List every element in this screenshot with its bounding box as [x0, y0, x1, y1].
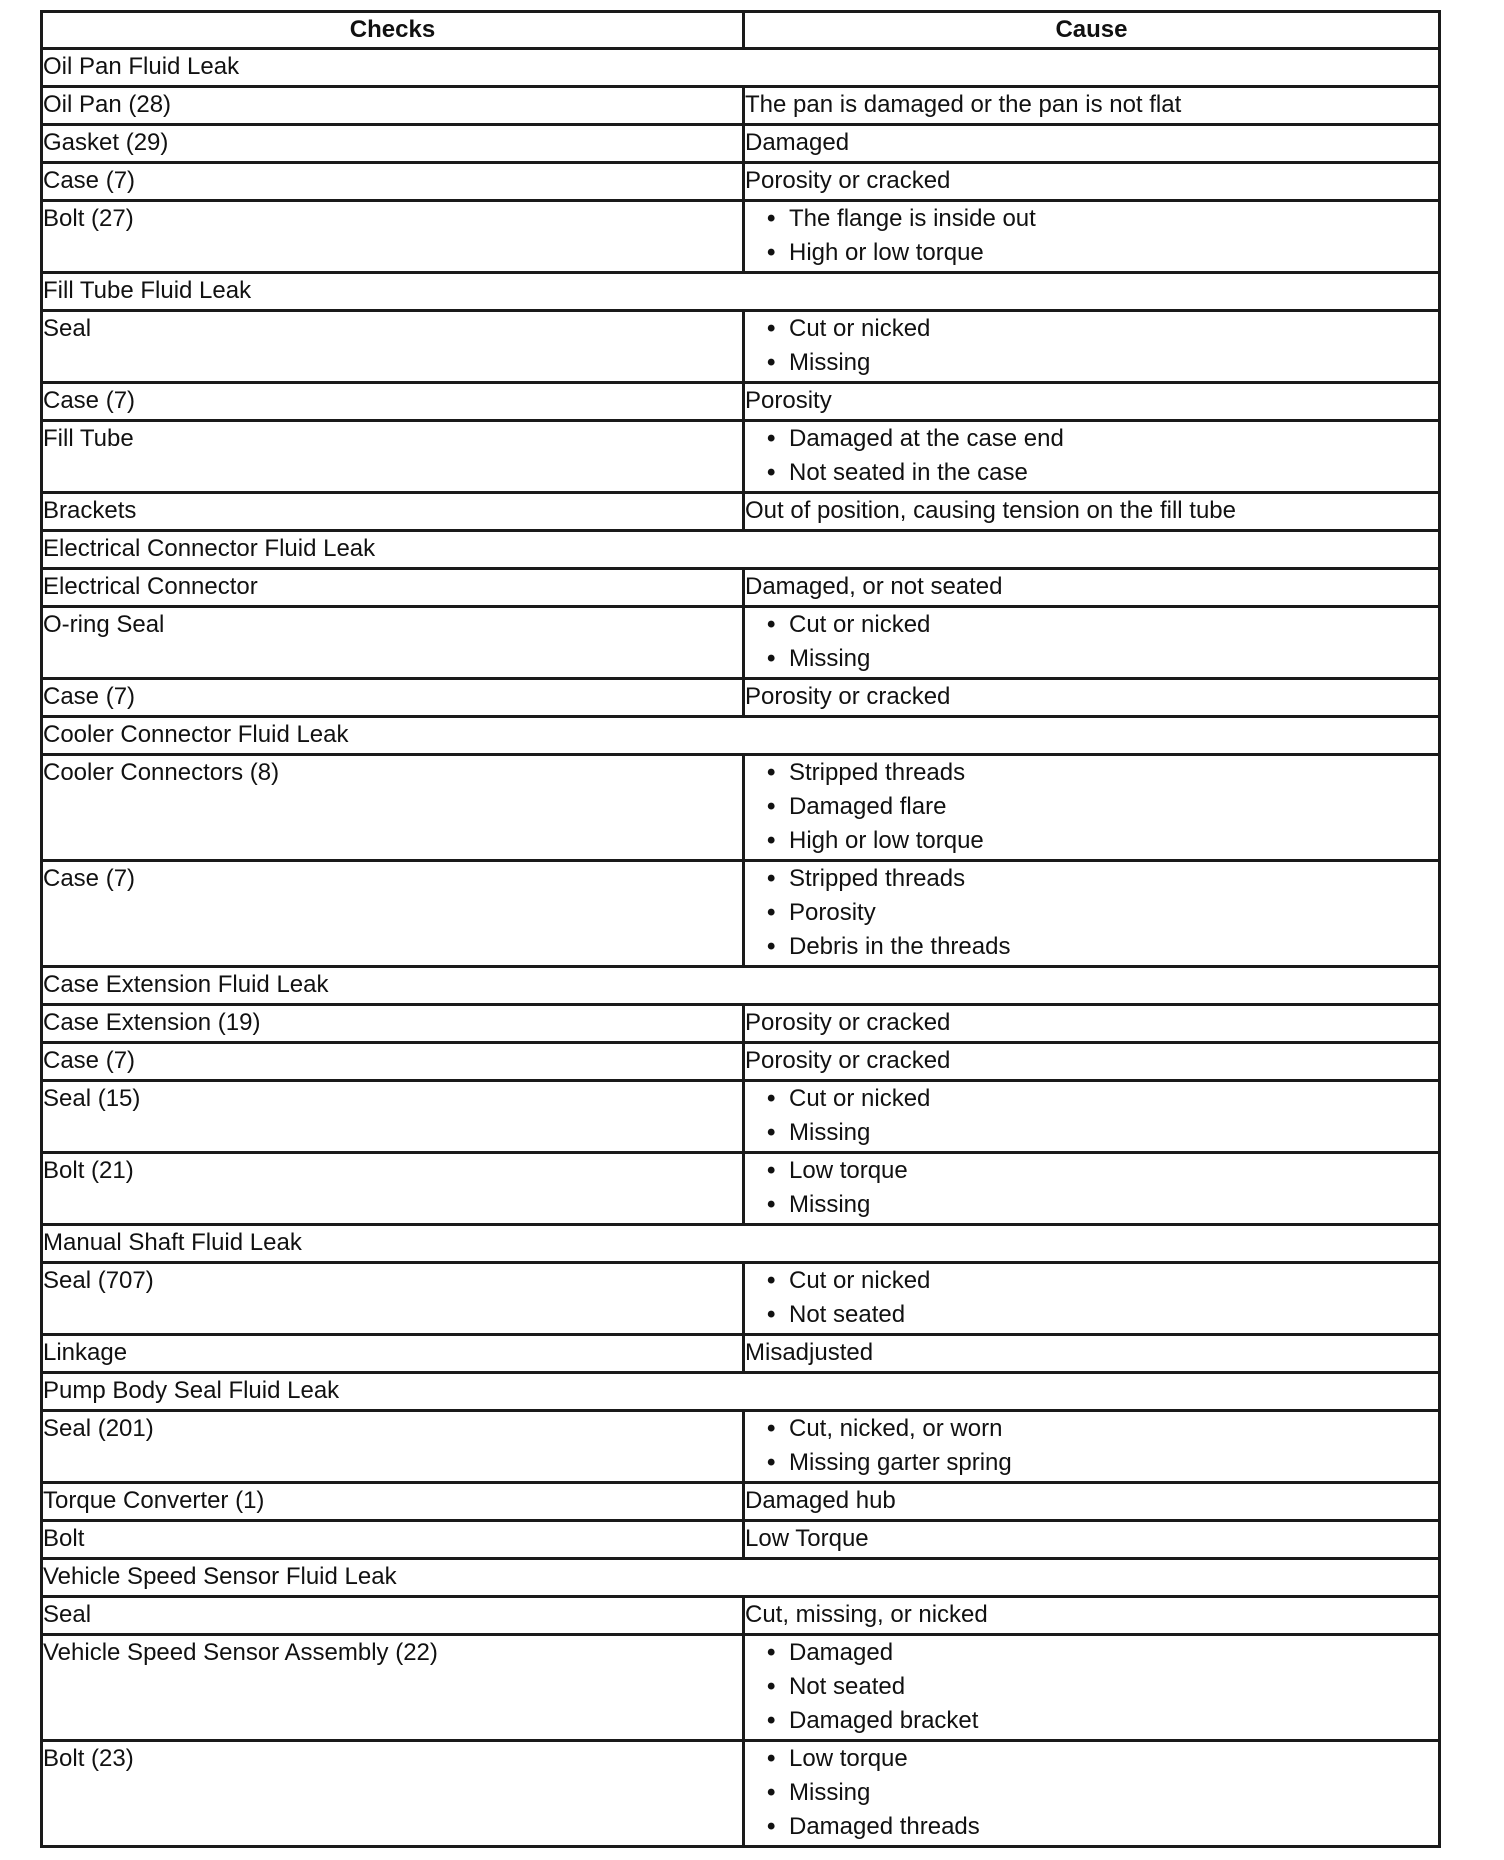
cause-text: Damaged [789, 1639, 894, 1666]
cause-text: Stripped threads [789, 759, 966, 786]
cause-cell [744, 201, 1440, 273]
section-row [42, 1559, 1440, 1597]
cause-cell [744, 1597, 1440, 1635]
section-row [42, 531, 1440, 569]
cause-text: Not seated in the case [789, 459, 1028, 486]
cause-list-item [767, 236, 1438, 270]
cause-text: Missing garter spring [789, 1449, 1012, 1476]
section-row [42, 967, 1440, 1005]
check-cell: Cooler Connectors (8) [42, 755, 744, 861]
cause-text: Porosity [745, 387, 832, 414]
check-cell: Linkage [42, 1335, 744, 1373]
cause-list-item [767, 1636, 1438, 1670]
section-title: Case Extension Fluid Leak [42, 967, 1440, 1005]
table-row [42, 1153, 1440, 1225]
cause-cell [744, 607, 1440, 679]
section-title: Fill Tube Fluid Leak [42, 273, 1440, 311]
cause-cell [744, 163, 1440, 201]
section-title: Vehicle Speed Sensor Fluid Leak [42, 1559, 1440, 1597]
cause-list [745, 312, 1438, 380]
cause-list-item [767, 1810, 1438, 1844]
cause-cell [744, 861, 1440, 967]
cause-text: Low Torque [745, 1525, 869, 1552]
check-cell: Vehicle Speed Sensor Assembly (22) [42, 1635, 744, 1741]
cause-text: Damaged, or not seated [745, 573, 1003, 600]
check-cell: Gasket (29) [42, 125, 744, 163]
cause-text: Porosity or cracked [745, 683, 951, 710]
cause-cell [744, 87, 1440, 125]
cause-text: Not seated [789, 1301, 906, 1328]
table-row [42, 1635, 1440, 1741]
cause-text: Cut, nicked, or worn [789, 1415, 1003, 1442]
section-row [42, 1225, 1440, 1263]
cause-text: Stripped threads [789, 865, 966, 892]
cause-list-item [767, 202, 1438, 236]
cause-list-item [767, 1116, 1438, 1150]
cause-text: Cut or nicked [789, 315, 931, 342]
cause-list-item [767, 422, 1438, 456]
cause-list-item [767, 1082, 1438, 1116]
cause-text: Damaged threads [789, 1813, 980, 1840]
cause-list-item [767, 896, 1438, 930]
cause-list-item [767, 346, 1438, 380]
cause-list-item [767, 456, 1438, 490]
cause-cell [744, 493, 1440, 531]
cause-list-item [767, 1154, 1438, 1188]
header-cause: Cause [744, 12, 1440, 49]
cause-list-item [767, 1742, 1438, 1776]
table-row [42, 125, 1440, 163]
cause-cell [744, 569, 1440, 607]
table-row [42, 861, 1440, 967]
check-cell: Oil Pan (28) [42, 87, 744, 125]
section-row [42, 49, 1440, 87]
cause-text: Cut or nicked [789, 611, 931, 638]
cause-list-item [767, 930, 1438, 964]
cause-list-item [767, 756, 1438, 790]
table-row [42, 1081, 1440, 1153]
cause-list-item [767, 1264, 1438, 1298]
table-row [42, 493, 1440, 531]
cause-cell [744, 1153, 1440, 1225]
cause-list-item [767, 1412, 1438, 1446]
check-cell: Bolt (21) [42, 1153, 744, 1225]
cause-list-item [767, 642, 1438, 676]
check-cell: Bolt [42, 1521, 744, 1559]
check-cell: Seal (707) [42, 1263, 744, 1335]
cause-cell [744, 1635, 1440, 1741]
cause-text: Out of position, causing tension on the fill tube [745, 497, 1236, 524]
table-row [42, 1005, 1440, 1043]
table-body [42, 49, 1440, 1847]
cause-list-item [767, 1704, 1438, 1738]
table-row [42, 421, 1440, 493]
cause-list [745, 608, 1438, 676]
cause-list-item [767, 790, 1438, 824]
table-row [42, 1597, 1440, 1635]
cause-text: Cut, missing, or nicked [745, 1601, 988, 1628]
table-row [42, 569, 1440, 607]
cause-text: Porosity [789, 899, 876, 926]
cause-text: Damaged bracket [789, 1707, 979, 1734]
cause-cell [744, 1483, 1440, 1521]
section-title: Electrical Connector Fluid Leak [42, 531, 1440, 569]
cause-text: Porosity or cracked [745, 167, 951, 194]
cause-text: Low torque [789, 1157, 908, 1184]
cause-list-item [767, 312, 1438, 346]
cause-cell [744, 125, 1440, 163]
section-row [42, 273, 1440, 311]
section-row [42, 1373, 1440, 1411]
cause-text: Missing [789, 645, 871, 672]
table-row [42, 1411, 1440, 1483]
cause-list [745, 202, 1438, 270]
cause-list-item [767, 1446, 1438, 1480]
table-row [42, 1263, 1440, 1335]
cause-cell [744, 311, 1440, 383]
check-cell: Bolt (23) [42, 1741, 744, 1847]
check-cell: Seal (201) [42, 1411, 744, 1483]
cause-cell [744, 1043, 1440, 1081]
check-cell: Case (7) [42, 383, 744, 421]
check-cell: Case (7) [42, 1043, 744, 1081]
check-cell: O-ring Seal [42, 607, 744, 679]
check-cell: Brackets [42, 493, 744, 531]
cause-list [745, 1154, 1438, 1222]
cause-cell [744, 1335, 1440, 1373]
cause-list-item [767, 1670, 1438, 1704]
table-row [42, 1483, 1440, 1521]
cause-cell [744, 755, 1440, 861]
cause-list-item [767, 862, 1438, 896]
cause-list-item [767, 1188, 1438, 1222]
cause-cell [744, 679, 1440, 717]
section-title: Manual Shaft Fluid Leak [42, 1225, 1440, 1263]
section-title: Pump Body Seal Fluid Leak [42, 1373, 1440, 1411]
cause-text: Cut or nicked [789, 1085, 931, 1112]
check-cell: Case (7) [42, 163, 744, 201]
check-cell: Seal (15) [42, 1081, 744, 1153]
cause-text: Porosity or cracked [745, 1047, 951, 1074]
check-cell: Seal [42, 311, 744, 383]
section-title: Cooler Connector Fluid Leak [42, 717, 1440, 755]
check-cell: Torque Converter (1) [42, 1483, 744, 1521]
section-title: Oil Pan Fluid Leak [42, 49, 1440, 87]
cause-text: Low torque [789, 1745, 908, 1772]
table-row [42, 607, 1440, 679]
cause-text: The flange is inside out [789, 205, 1036, 232]
cause-text: Missing [789, 349, 871, 376]
cause-text: Missing [789, 1119, 871, 1146]
cause-list [745, 862, 1438, 964]
cause-list-item [767, 608, 1438, 642]
check-cell: Bolt (27) [42, 201, 744, 273]
check-cell: Case (7) [42, 861, 744, 967]
check-cell: Electrical Connector [42, 569, 744, 607]
table-row [42, 1043, 1440, 1081]
cause-text: Misadjusted [745, 1339, 874, 1366]
cause-cell [744, 383, 1440, 421]
cause-cell [744, 1741, 1440, 1847]
cause-text: High or low torque [789, 827, 984, 854]
table-row [42, 201, 1440, 273]
cause-cell [744, 1081, 1440, 1153]
cause-cell [744, 421, 1440, 493]
table-row [42, 163, 1440, 201]
cause-text: Damaged at the case end [789, 425, 1064, 452]
table-row [42, 1741, 1440, 1847]
cause-cell [744, 1521, 1440, 1559]
diagnostic-table [40, 10, 1441, 1848]
cause-text: Porosity or cracked [745, 1009, 951, 1036]
table-row [42, 383, 1440, 421]
table-header [42, 12, 1440, 49]
header-row [42, 12, 1440, 49]
check-cell: Case (7) [42, 679, 744, 717]
cause-list-item [767, 824, 1438, 858]
check-cell: Seal [42, 1597, 744, 1635]
cause-list-item [767, 1776, 1438, 1810]
check-cell: Fill Tube [42, 421, 744, 493]
cause-list [745, 1636, 1438, 1738]
table-row [42, 1521, 1440, 1559]
cause-cell [744, 1263, 1440, 1335]
cause-text: High or low torque [789, 239, 984, 266]
cause-text: Damaged [745, 129, 850, 156]
cause-list [745, 422, 1438, 490]
cause-text: Damaged flare [789, 793, 947, 820]
table-row [42, 679, 1440, 717]
section-row [42, 717, 1440, 755]
cause-list [745, 1412, 1438, 1480]
cause-text: The pan is damaged or the pan is not flat [745, 91, 1182, 118]
cause-text: Missing [789, 1779, 871, 1806]
table-row [42, 311, 1440, 383]
table-row [42, 87, 1440, 125]
cause-text: Missing [789, 1191, 871, 1218]
table-row [42, 1335, 1440, 1373]
cause-list [745, 1742, 1438, 1844]
cause-text: Cut or nicked [789, 1267, 931, 1294]
header-checks: Checks [42, 12, 744, 49]
cause-text: Not seated [789, 1673, 906, 1700]
cause-list [745, 1082, 1438, 1150]
cause-text: Debris in the threads [789, 933, 1011, 960]
cause-cell [744, 1411, 1440, 1483]
check-cell: Case Extension (19) [42, 1005, 744, 1043]
cause-list-item [767, 1298, 1438, 1332]
cause-text: Damaged hub [745, 1487, 896, 1514]
table-row [42, 755, 1440, 861]
cause-list [745, 1264, 1438, 1332]
cause-cell [744, 1005, 1440, 1043]
cause-list [745, 756, 1438, 858]
